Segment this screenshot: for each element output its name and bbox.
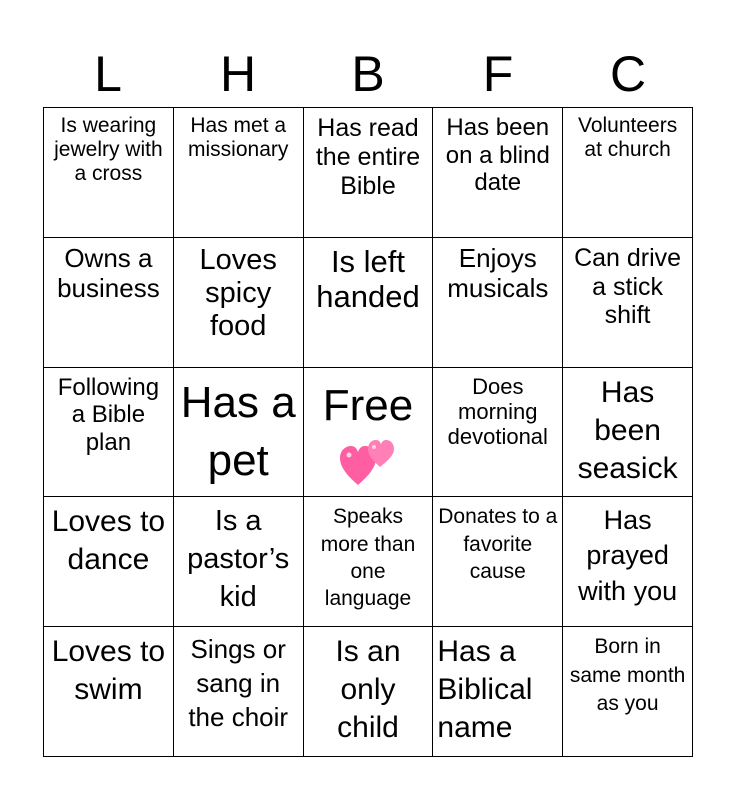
bingo-cell[interactable] (433, 368, 563, 498)
bingo-header (43, 40, 693, 108)
bingo-cell[interactable] (174, 238, 304, 368)
bingo-cell[interactable] (563, 108, 693, 238)
header-letter-b: B (351, 46, 385, 102)
cell-text: Does morning devotional (447, 373, 548, 450)
cell-text: Volunteers at church (577, 114, 678, 162)
cell-text: Is left handed (316, 243, 420, 315)
cell-text: Owns a business (57, 242, 160, 303)
cell-text: Is wearing jewelry with a cross (54, 114, 163, 186)
cell-text: Speaks more than one language (320, 505, 416, 611)
bingo-cell[interactable] (563, 368, 693, 498)
free-space[interactable] (304, 368, 434, 498)
cell-text: Loves spicy food (199, 243, 277, 343)
cell-text: Loves to dance (51, 505, 166, 577)
bingo-cell[interactable] (304, 497, 434, 627)
bingo-cell[interactable] (44, 108, 174, 238)
cell-text: Has read the entire Bible (315, 114, 421, 200)
cell-text: Has met a missionary (188, 114, 289, 162)
cell-text: Has a Biblical name (437, 635, 533, 745)
bingo-cell[interactable] (174, 108, 304, 238)
two-hearts-icon (338, 433, 398, 489)
cell-text: Has a pet (180, 377, 296, 486)
cell-text: Following a Bible plan (57, 373, 160, 456)
header-letter-c: C (609, 46, 647, 102)
bingo-cell[interactable] (44, 497, 174, 627)
cell-text: Donates to a favorite cause (438, 505, 558, 583)
bingo-cell[interactable] (563, 497, 693, 627)
bingo-cell[interactable] (563, 627, 693, 757)
cell-text: Enjoys musicals (447, 242, 549, 303)
bingo-cell[interactable] (433, 627, 563, 757)
bingo-cell[interactable] (174, 497, 304, 627)
bingo-cell[interactable] (433, 497, 563, 627)
bingo-cell[interactable] (44, 238, 174, 368)
header-letter-h: H (219, 46, 257, 102)
cell-text: Can drive a stick shift (574, 243, 682, 330)
bingo-board (43, 107, 693, 757)
header-letter-f: F (482, 46, 514, 102)
bingo-cell[interactable] (44, 627, 174, 757)
cell-text: Is an only child (335, 635, 401, 745)
header-letter-l: L (94, 46, 122, 102)
bingo-cell[interactable] (304, 108, 434, 238)
bingo-cell[interactable] (563, 238, 693, 368)
cell-text: Has been on a blind date (445, 114, 550, 197)
bingo-cell[interactable] (304, 627, 434, 757)
cell-text: Has prayed with you (578, 505, 678, 606)
free-space-label: Free (322, 380, 414, 430)
bingo-cell[interactable] (174, 368, 304, 498)
cell-text: Sings or sang in the choir (188, 634, 289, 732)
cell-text: Loves to swim (51, 635, 166, 707)
cell-text: Is a pastor’s kid (187, 505, 290, 613)
cell-text: Born in same month as you (569, 635, 686, 715)
cell-text: Has been seasick (577, 375, 678, 485)
bingo-cell[interactable] (304, 238, 434, 368)
bingo-cell[interactable] (433, 108, 563, 238)
bingo-cell[interactable] (44, 368, 174, 498)
bingo-cell[interactable] (433, 238, 563, 368)
bingo-cell[interactable] (174, 627, 304, 757)
